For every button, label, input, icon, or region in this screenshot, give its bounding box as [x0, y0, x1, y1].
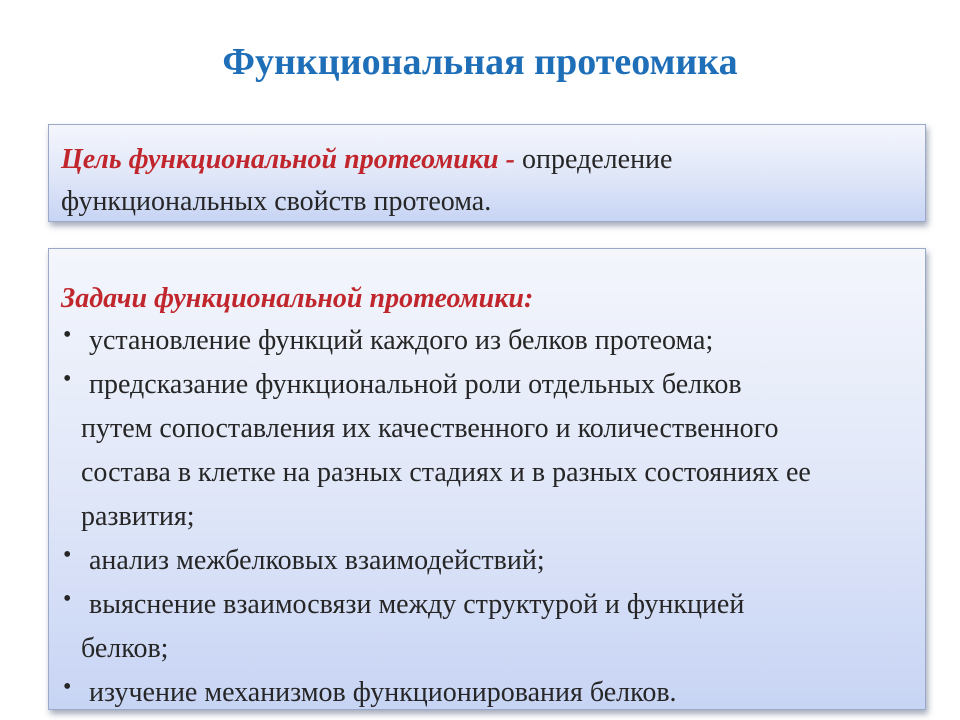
- goal-definition: [61, 139, 913, 223]
- task-item: [61, 319, 913, 363]
- goal-text-line1: определение: [514, 144, 673, 175]
- task-text: предсказание функциональной роли отдельных белков: [89, 369, 742, 400]
- task-text: анализ межбелковых взаимодействий;: [89, 545, 545, 576]
- task-text: выяснение взаимосвязи между структурой и функцией: [89, 589, 745, 620]
- task-item: [61, 363, 913, 539]
- task-text-continuation: путем сопоставления их качественного и количественного: [81, 413, 779, 444]
- task-text: изучение механизмов функционирования белков.: [89, 677, 677, 708]
- goal-text-line2: функциональных свойств протеома.: [61, 186, 492, 217]
- tasks-heading: Задачи функциональной протеомики:: [61, 283, 534, 314]
- bullet-icon: •: [63, 674, 72, 700]
- slide-title: Функциональная протеомика: [222, 41, 738, 83]
- tasks-panel: [48, 248, 926, 710]
- task-item: [61, 671, 913, 715]
- bullet-icon: •: [63, 542, 72, 568]
- task-text-continuation: состава в клетке на разных стадиях и в разных состояниях ее: [81, 457, 811, 488]
- task-text-continuation: белков;: [81, 633, 169, 664]
- task-text-continuation: развития;: [81, 501, 195, 532]
- task-item: [61, 583, 913, 671]
- goal-panel: [48, 124, 926, 222]
- bullet-icon: •: [63, 586, 72, 612]
- bullet-icon: •: [63, 322, 72, 348]
- goal-label: Цель функциональной протеомики -: [61, 144, 515, 175]
- task-item: [61, 539, 913, 583]
- task-text: установление функций каждого из белков протеома;: [89, 325, 714, 356]
- bullet-icon: •: [63, 366, 72, 392]
- task-list: [61, 319, 913, 715]
